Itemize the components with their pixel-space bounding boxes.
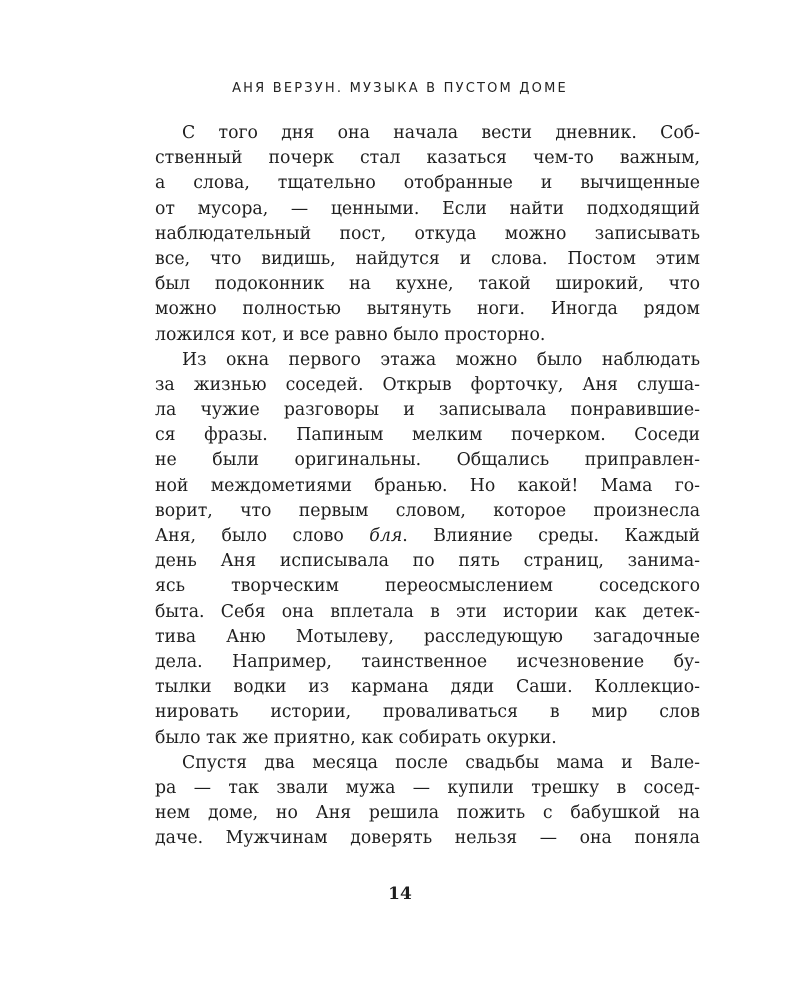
line-part: . Влияние среды. Каждый: [402, 526, 700, 546]
text-line: ра — так звали мужа — купили трешку в сосед-: [155, 777, 700, 798]
text-line: от мусора, — ценными. Если найти подходящий: [155, 198, 700, 219]
text-line: наблюдательный пост, откуда можно записывать: [155, 223, 700, 244]
body-text: [155, 121, 700, 851]
running-header: АНЯ ВЕРЗУН. МУЗЫКА В ПУСТОМ ДОМЕ: [232, 81, 568, 96]
text-line: ла чужие разговоры и записывала понравившие-: [155, 400, 700, 421]
text-line: тылки водки из кармана дяди Саши. Коллекцио-: [155, 677, 700, 698]
text-line: нировать истории, проваливаться в мир слов: [155, 702, 700, 723]
text-line: был подоконник на кухне, такой широкий, что: [155, 274, 700, 295]
text-line: ся фразы. Папиным мелким почерком. Соседи: [155, 425, 700, 446]
text-line: все, что видишь, найдутся и слова. Постом этим: [155, 248, 700, 269]
text-line: дела. Например, таинственное исчезновение бу-: [155, 651, 700, 672]
text-line: а слова, тщательно отобранные и вычищенные: [155, 173, 700, 194]
text-line: быта. Себя она вплетала в эти истории как детек-: [155, 601, 700, 622]
text-line: ложился кот, и все равно было просторно.: [155, 324, 546, 345]
text-line: было так же приятно, как собирать окурки.: [155, 727, 557, 748]
text-line: нем доме, но Аня решила пожить с бабушкой на: [155, 803, 700, 824]
text-line: Из окна первого этажа можно было наблюдать: [182, 349, 700, 370]
text-line: даче. Мужчинам доверять нельзя — она поняла: [155, 828, 700, 849]
text-line: ственный почерк стал казаться чем-то важным,: [155, 148, 700, 169]
text-line: день Аня исписывала по пять страниц, занима-: [155, 551, 700, 572]
text-line: ворит, что первым словом, которое произнесла: [155, 500, 700, 521]
text-line: Спустя два месяца после свадьбы мама и Вале-: [182, 752, 700, 773]
text-line: не были оригинальны. Общались приправлен-: [155, 450, 700, 471]
page-number: 14: [388, 884, 412, 904]
italic-word: бля: [369, 526, 403, 546]
text-line: можно полностью вытянуть ноги. Иногда рядом: [155, 299, 700, 320]
text-line: тива Аню Мотылеву, расследующую загадочные: [155, 626, 700, 647]
text-line: С того дня она начала вести дневник. Соб-: [182, 123, 700, 143]
text-line: ясь творческим переосмыслением соседского: [155, 576, 700, 597]
line-part: Аня, было слово: [155, 526, 370, 546]
text-line: за жизнью соседей. Открыв форточку, Аня слуша-: [155, 374, 700, 395]
text-line: ной междометиями бранью. Но какой! Мама го-: [155, 475, 700, 496]
text-line-with-italic: [155, 524, 700, 549]
